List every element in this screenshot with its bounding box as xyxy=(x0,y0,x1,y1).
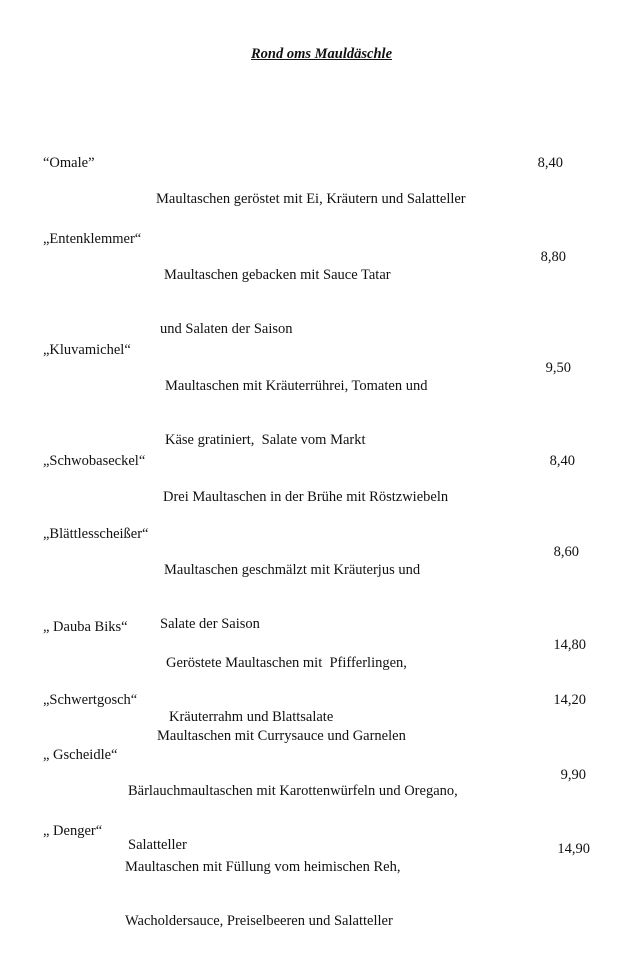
dish-name: „Blättlesscheißer“ xyxy=(43,526,149,542)
dish-price: 9,50 xyxy=(545,360,571,376)
dish-price: 14,80 xyxy=(553,637,586,653)
dish-name: „ Dauba Biks“ xyxy=(43,619,128,635)
dish-price: 14,20 xyxy=(553,692,586,708)
dish-name: “Omale” xyxy=(43,155,95,171)
description-line: Käse gratiniert, Salate vom Markt xyxy=(165,432,366,448)
dish-price: 14,90 xyxy=(557,841,590,857)
dish-name: „ Gscheidle“ xyxy=(43,747,118,763)
description-line: Maultaschen geschmälzt mit Kräuterjus und xyxy=(164,562,421,578)
dish-name: „Schwobaseckel“ xyxy=(43,453,146,469)
description-line: Maultaschen mit Füllung vom heimischen Reh, xyxy=(125,859,401,875)
dish-name: „Kluvamichel“ xyxy=(43,342,131,358)
description-line: und Salaten der Saison xyxy=(160,321,293,337)
description-line: Bärlauchmaultaschen mit Karottenwürfeln und Oregano, xyxy=(128,783,458,799)
description-line: Salate der Saison xyxy=(160,616,260,632)
dish-price: 8,40 xyxy=(549,453,575,469)
dish-name: „Schwertgosch“ xyxy=(43,692,138,708)
description-line: Maultaschen mit Currysauce und Garnelen xyxy=(157,728,406,744)
description-line: Geröstete Maultaschen mit Pfifferlingen, xyxy=(166,655,407,671)
description-line: Kräuterrahm und Blattsalate xyxy=(169,709,334,725)
dish-price: 8,80 xyxy=(540,249,566,265)
description-line: Maultaschen gebacken mit Sauce Tatar xyxy=(164,267,391,283)
description-line: Salatteller xyxy=(128,837,187,853)
dish-price: 8,60 xyxy=(553,544,579,560)
dish-price: 9,90 xyxy=(560,767,586,783)
description-line: Maultaschen geröstet mit Ei, Kräutern und Salatteller xyxy=(156,191,466,207)
description-line: Maultaschen mit Kräuterrührei, Tomaten und xyxy=(165,378,428,394)
dish-name: „Entenklemmer“ xyxy=(43,231,142,247)
description-line: Drei Maultaschen in der Brühe mit Röstzwiebeln xyxy=(163,489,449,505)
menu-title: Rond oms Mauldäschle xyxy=(251,46,392,62)
dish-description xyxy=(125,822,400,966)
dish-price: 8,40 xyxy=(537,155,563,171)
description-line: Wacholdersauce, Preiselbeeren und Salatteller xyxy=(125,913,393,929)
dish-name: „ Denger“ xyxy=(43,823,103,839)
